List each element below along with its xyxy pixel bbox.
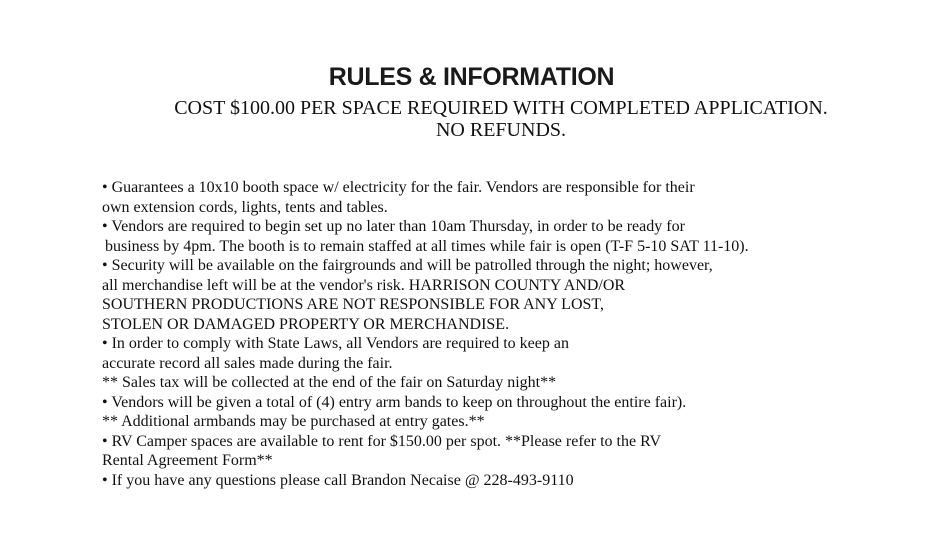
refund-line: NO REFUNDS. xyxy=(435,119,567,141)
rule-line: • In order to comply with State Laws, all Vendors are required to keep an xyxy=(102,335,569,352)
rule-line: accurate record all sales made during the fair. xyxy=(102,354,393,372)
cost-notice xyxy=(0,97,943,141)
rule-line: Rental Agreement Form** xyxy=(102,452,273,469)
rule-line: ** Sales tax will be collected at the end of the fair on Saturday night** xyxy=(102,374,557,391)
rule-line: STOLEN OR DAMAGED PROPERTY OR MERCHANDISE. xyxy=(102,315,510,333)
rule-line: • If you have any questions please call Brandon Necaise @ 228-493-9110 xyxy=(102,471,574,489)
page-title: RULES & INFORMATION xyxy=(328,63,615,91)
rule-line: own extension cords, lights, tents and tables. xyxy=(102,198,388,216)
rule-line: • Security will be available on the fairgrounds and will be patrolled through the night; however, xyxy=(102,257,713,274)
rule-line: • RV Camper spaces are available to rent for $150.00 per spot. **Please refer to the RV xyxy=(102,432,662,450)
rule-line: ** Additional armbands may be purchased at entry gates.** xyxy=(102,413,485,430)
rules-list xyxy=(102,178,922,490)
cost-line: COST $100.00 PER SPACE REQUIRED WITH COMPLETED APPLICATION. xyxy=(174,97,828,119)
rule-line: • Vendors will be given a total of (4) entry arm bands to keep on throughout the entire fair). xyxy=(102,393,687,411)
rule-line: all merchandise left will be at the vendor's risk. HARRISON COUNTY AND/OR xyxy=(102,276,626,294)
rule-line: business by 4pm. The booth is to remain staffed at all times while fair is open (T-F 5-10 SAT 11-10). xyxy=(105,237,749,255)
rule-line: • Guarantees a 10x10 booth space w/ electricity for the fair. Vendors are responsible for their xyxy=(102,179,695,196)
rule-line: SOUTHERN PRODUCTIONS ARE NOT RESPONSIBLE FOR ANY LOST, xyxy=(102,296,604,313)
rule-line: • Vendors are required to begin set up no later than 10am Thursday, in order to be ready for xyxy=(102,218,685,235)
